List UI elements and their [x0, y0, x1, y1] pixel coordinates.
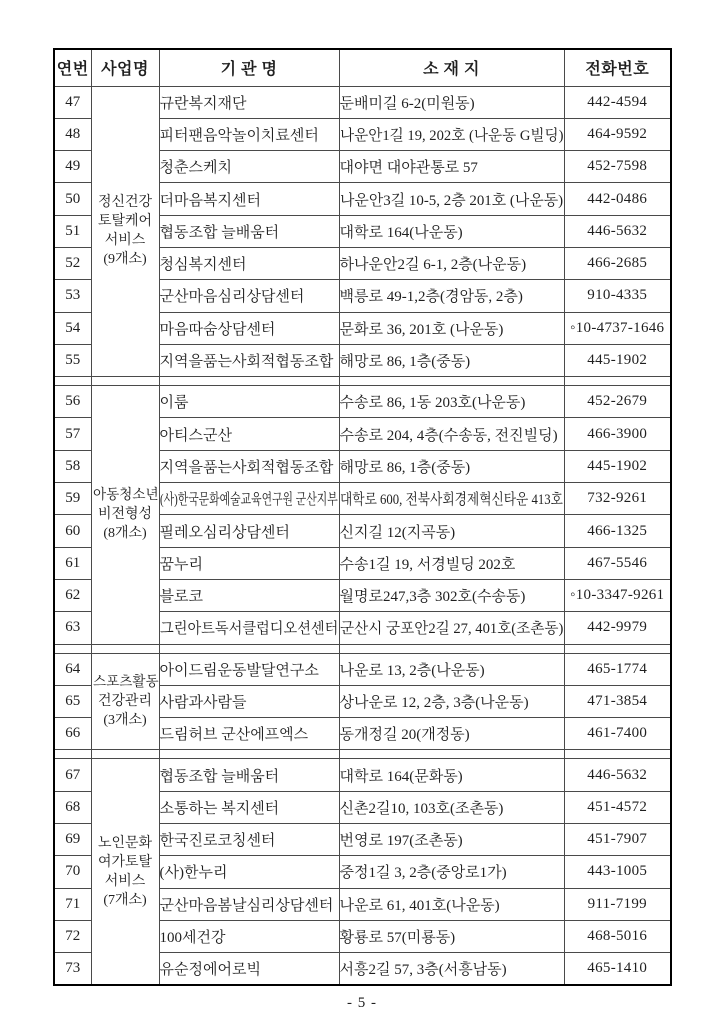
institution-name: [159, 483, 339, 515]
organization-table-body: [54, 86, 671, 985]
address-text: 나운안1길 19, 202호 (나운동 G빌딩): [339, 127, 563, 144]
phone-number: [564, 953, 671, 985]
institution-name: [159, 215, 339, 247]
phone-number-text: ◦10-4737-1646: [570, 319, 665, 336]
address: [339, 280, 564, 312]
phone-number: [564, 856, 671, 888]
row-number-text: 55: [65, 352, 81, 369]
business-category: [91, 653, 159, 750]
phone-number-text: 467-5546: [587, 554, 648, 571]
institution-name: [159, 920, 339, 952]
address-text: 서흥2길 57, 3층(서흥남동): [339, 962, 507, 979]
phone-number-text: 445-1902: [587, 352, 648, 369]
phone-number-text: 465-1410: [587, 960, 648, 977]
phone-number: [564, 579, 671, 611]
business-category-line: 토탈케어: [97, 214, 153, 230]
row-number: [54, 515, 91, 547]
address: [339, 344, 564, 376]
address: [339, 183, 564, 215]
phone-number: [564, 920, 671, 952]
row-number-text: 59: [65, 490, 81, 507]
institution-name-text: 협동조합 늘배움터: [159, 224, 280, 241]
address: [339, 151, 564, 183]
group-spacer-row: [54, 644, 671, 653]
phone-number-text: 451-7907: [587, 831, 648, 848]
col-header-address: 소 재 지: [339, 49, 564, 86]
address-text: 월명로247,3층 302호(수송동): [339, 589, 526, 606]
institution-name-text: 피터팬음악놀이치료센터: [159, 127, 319, 144]
institution-name-text: 지역을품는사회적협동조합: [159, 459, 334, 476]
address: [339, 312, 564, 344]
institution-name-text: 사람과사람들: [159, 694, 247, 711]
institution-name: [159, 718, 339, 750]
business-category-line: 서비스: [104, 233, 146, 249]
address-text: 대학로 600, 전북사회경제혁신타운 413호: [339, 492, 563, 509]
business-category-line: (8개소): [103, 526, 147, 542]
row-number: [54, 86, 91, 118]
phone-number: [564, 759, 671, 791]
institution-name: [159, 386, 339, 418]
row-number-text: 71: [65, 895, 81, 912]
row-number-text: 61: [65, 554, 81, 571]
phone-number: [564, 483, 671, 515]
institution-name: [159, 183, 339, 215]
business-category-line: 정신건강: [97, 195, 153, 211]
business-category: [91, 759, 159, 985]
row-number: [54, 483, 91, 515]
address-text: 대학로 164(나운동): [339, 224, 463, 241]
address-text: 문화로 36, 201호 (나운동): [339, 321, 504, 338]
phone-number: [564, 344, 671, 376]
institution-name-text: 100세건강: [159, 930, 226, 947]
phone-number-text: 446-5632: [587, 222, 648, 239]
table-row: [54, 86, 671, 118]
col-header-number: 연번: [54, 49, 91, 86]
phone-number-text: 466-1325: [587, 522, 648, 539]
address: [339, 888, 564, 920]
phone-number-text: ◦10-3347-9261: [570, 587, 665, 604]
business-category-line: 서비스: [104, 873, 146, 889]
address: [339, 791, 564, 823]
phone-number-text: 442-9979: [587, 619, 648, 636]
row-number: [54, 183, 91, 215]
row-number: [54, 653, 91, 685]
phone-number-text: 471-3854: [587, 692, 648, 709]
address-text: 둔배미길 6-2(미원동): [339, 95, 475, 112]
row-number: [54, 450, 91, 482]
row-number: [54, 953, 91, 985]
address: [339, 247, 564, 279]
row-number-text: 63: [65, 619, 81, 636]
address: [339, 953, 564, 985]
row-number-text: 50: [65, 190, 81, 207]
institution-name: [159, 888, 339, 920]
col-header-institution: 기 관 명: [159, 49, 339, 86]
institution-name: [159, 759, 339, 791]
row-number-text: 53: [65, 287, 81, 304]
address-text: 신촌2길10, 103호(조촌동): [339, 800, 504, 817]
institution-name-text: 한국진로코칭센터: [159, 833, 276, 850]
institution-name-text: (사)한국문화예술교육연구원 군산지부: [159, 492, 338, 509]
institution-name: [159, 653, 339, 685]
address: [339, 547, 564, 579]
address: [339, 653, 564, 685]
address-text: 대야면 대야관통로 57: [339, 160, 478, 177]
address-text: 백릉로 49-1,2층(경암동, 2층): [339, 289, 523, 306]
business-category: [91, 86, 159, 377]
row-number-text: 58: [65, 457, 81, 474]
business-category: [91, 386, 159, 644]
phone-number: [564, 450, 671, 482]
row-number-text: 49: [65, 158, 81, 175]
phone-number-text: 452-7598: [587, 158, 648, 175]
address-text: 하나운안2길 6-1, 2층(나운동): [339, 257, 527, 274]
phone-number: [564, 183, 671, 215]
institution-name: [159, 685, 339, 717]
business-category-line: 스포츠활동: [92, 674, 159, 690]
address-text: 나운안3길 10-5, 2층 201호 (나운동): [339, 192, 563, 209]
address: [339, 612, 564, 644]
row-number: [54, 888, 91, 920]
phone-number: [564, 247, 671, 279]
phone-number: [564, 888, 671, 920]
row-number: [54, 312, 91, 344]
institution-name: [159, 151, 339, 183]
row-number: [54, 718, 91, 750]
row-number-text: 68: [65, 798, 81, 815]
institution-name-text: 꿈누리: [159, 556, 203, 573]
phone-number: [564, 280, 671, 312]
institution-name-text: 청춘스케치: [159, 160, 232, 177]
phone-number: [564, 685, 671, 717]
business-category-line: (3개소): [103, 712, 147, 728]
address-text: 중정1길 3, 2층(중앙로1가): [339, 865, 507, 882]
phone-number: [564, 791, 671, 823]
row-number-text: 56: [65, 393, 81, 410]
phone-number: [564, 86, 671, 118]
address: [339, 824, 564, 856]
table-header: [54, 49, 671, 86]
table-row: [54, 653, 671, 685]
institution-name: [159, 579, 339, 611]
phone-number: [564, 418, 671, 450]
phone-number-text: 911-7199: [587, 895, 647, 912]
address-text: 나운로 61, 401호(나운동): [339, 897, 500, 914]
phone-number-text: 442-4594: [587, 93, 648, 110]
institution-name: [159, 953, 339, 985]
address: [339, 86, 564, 118]
institution-name-text: 군산마음봄날심리상담센터: [159, 897, 334, 914]
business-category-line: (9개소): [103, 252, 147, 268]
row-number-text: 70: [65, 863, 81, 880]
institution-name-text: 유순정에어로빅: [159, 962, 261, 979]
phone-number-text: 465-1774: [587, 660, 648, 677]
row-number-text: 72: [65, 928, 81, 945]
col-header-phone: 전화번호: [564, 49, 671, 86]
row-number: [54, 791, 91, 823]
address: [339, 579, 564, 611]
address: [339, 718, 564, 750]
phone-number: [564, 386, 671, 418]
row-number-text: 67: [65, 766, 81, 783]
institution-name: [159, 312, 339, 344]
phone-number: [564, 718, 671, 750]
institution-name-text: 그린아트독서클럽디오션센터: [159, 621, 338, 638]
phone-number: [564, 312, 671, 344]
institution-name-text: 청심복지센터: [159, 257, 247, 274]
row-number: [54, 547, 91, 579]
row-number: [54, 856, 91, 888]
page-number: - 5 -: [347, 995, 377, 1011]
row-number: [54, 215, 91, 247]
row-number: [54, 280, 91, 312]
phone-number: [564, 515, 671, 547]
phone-number-text: 466-3900: [587, 425, 648, 442]
phone-number: [564, 151, 671, 183]
institution-name: [159, 824, 339, 856]
phone-number-text: 732-9261: [587, 490, 648, 507]
institution-name: [159, 515, 339, 547]
row-number-text: 73: [65, 960, 81, 977]
row-number-text: 64: [65, 660, 81, 677]
row-number-text: 47: [65, 93, 81, 110]
institution-name: [159, 280, 339, 312]
phone-number-text: 452-2679: [587, 393, 648, 410]
address-text: 수송1길 19, 서경빌딩 202호: [339, 556, 516, 573]
row-number: [54, 118, 91, 150]
group-spacer-row: [54, 750, 671, 759]
institution-name-text: 규란복지재단: [159, 95, 247, 112]
institution-name-text: 마음따숨상담센터: [159, 321, 276, 338]
row-number-text: 51: [65, 222, 81, 239]
institution-name-text: 드림허브 군산에프엑스: [159, 727, 309, 744]
institution-name: [159, 450, 339, 482]
address-text: 황룡로 57(미룡동): [339, 930, 456, 947]
phone-number-text: 445-1902: [587, 457, 648, 474]
business-category-line: 비전형성: [97, 507, 153, 523]
address-text: 대학로 164(문화동): [339, 768, 463, 785]
address-text: 번영로 197(조촌동): [339, 833, 463, 850]
row-number-text: 48: [65, 125, 81, 142]
address-text: 수송로 86, 1동 203호(나운동): [339, 395, 526, 412]
address-text: 해망로 86, 1층(중동): [339, 354, 471, 371]
address-text: 나운로 13, 2층(나운동): [339, 662, 485, 679]
address: [339, 856, 564, 888]
address: [339, 450, 564, 482]
institution-name-text: 지역을품는사회적협동조합: [159, 354, 334, 371]
row-number: [54, 920, 91, 952]
address: [339, 920, 564, 952]
row-number: [54, 344, 91, 376]
phone-number-text: 443-1005: [587, 863, 648, 880]
address: [339, 515, 564, 547]
address-text: 동개정길 20(개정동): [339, 727, 470, 744]
phone-number-text: 464-9592: [587, 125, 648, 142]
institution-name-text: 이룸: [159, 395, 189, 412]
row-number: [54, 685, 91, 717]
row-number: [54, 247, 91, 279]
institution-name-text: 협동조합 늘배움터: [159, 768, 280, 785]
row-number: [54, 612, 91, 644]
institution-name: [159, 791, 339, 823]
row-number-text: 66: [65, 725, 81, 742]
address: [339, 685, 564, 717]
address-text: 신지길 12(지곡동): [339, 524, 456, 541]
row-number-text: 57: [65, 425, 81, 442]
address: [339, 386, 564, 418]
phone-number: [564, 612, 671, 644]
institution-name: [159, 547, 339, 579]
business-category-line: 여가토탈: [97, 854, 153, 870]
institution-name: [159, 86, 339, 118]
group-spacer-row: [54, 377, 671, 386]
institution-name: [159, 612, 339, 644]
phone-number-text: 910-4335: [587, 287, 648, 304]
organization-table: [53, 48, 672, 986]
row-number-text: 60: [65, 522, 81, 539]
address: [339, 418, 564, 450]
phone-number: [564, 824, 671, 856]
address: [339, 759, 564, 791]
institution-name-text: 더마음복지센터: [159, 192, 261, 209]
address-text: 상나운로 12, 2층, 3층(나운동): [339, 694, 529, 711]
row-number-text: 65: [65, 692, 81, 709]
phone-number: [564, 118, 671, 150]
phone-number-text: 451-4572: [587, 798, 648, 815]
row-number-text: 69: [65, 831, 81, 848]
address: [339, 483, 564, 515]
address-text: 군산시 궁포안2길 27, 401호(조촌동): [339, 621, 563, 638]
table-row: [54, 759, 671, 791]
address: [339, 215, 564, 247]
address-text: 수송로 204, 4층(수송동, 전진빌딩): [339, 427, 558, 444]
table-row: [54, 386, 671, 418]
institution-name-text: 아이드림운동발달연구소: [159, 662, 319, 679]
institution-name-text: 블로코: [159, 589, 203, 606]
institution-name-text: (사)한누리: [159, 865, 228, 882]
row-number-text: 52: [65, 255, 81, 272]
address: [339, 118, 564, 150]
header-row: [54, 49, 671, 86]
row-number: [54, 824, 91, 856]
row-number: [54, 151, 91, 183]
row-number-text: 62: [65, 587, 81, 604]
row-number: [54, 759, 91, 791]
institution-name-text: 필레오심리상담센터: [159, 524, 290, 541]
phone-number: [564, 653, 671, 685]
row-number: [54, 386, 91, 418]
phone-number-text: 446-5632: [587, 766, 648, 783]
row-number: [54, 418, 91, 450]
institution-name-text: 소통하는 복지센터: [159, 800, 280, 817]
business-category-line: 노인문화: [97, 835, 153, 851]
phone-number-text: 466-2685: [587, 255, 648, 272]
institution-name: [159, 118, 339, 150]
col-header-business: 사업명: [91, 49, 159, 86]
phone-number: [564, 215, 671, 247]
phone-number-text: 461-7400: [587, 725, 648, 742]
phone-number-text: 442-0486: [587, 190, 648, 207]
institution-name-text: 군산마음심리상담센터: [159, 289, 305, 306]
business-category-line: (7개소): [103, 892, 147, 908]
institution-name-text: 아티스군산: [159, 427, 232, 444]
institution-name: [159, 247, 339, 279]
address-text: 해망로 86, 1층(중동): [339, 459, 471, 476]
row-number-text: 54: [65, 319, 81, 336]
phone-number: [564, 547, 671, 579]
institution-name: [159, 856, 339, 888]
institution-name: [159, 418, 339, 450]
institution-name: [159, 344, 339, 376]
business-category-line: 건강관리: [97, 693, 153, 709]
phone-number-text: 468-5016: [587, 928, 648, 945]
business-category-line: 아동청소년: [92, 488, 159, 504]
row-number: [54, 579, 91, 611]
